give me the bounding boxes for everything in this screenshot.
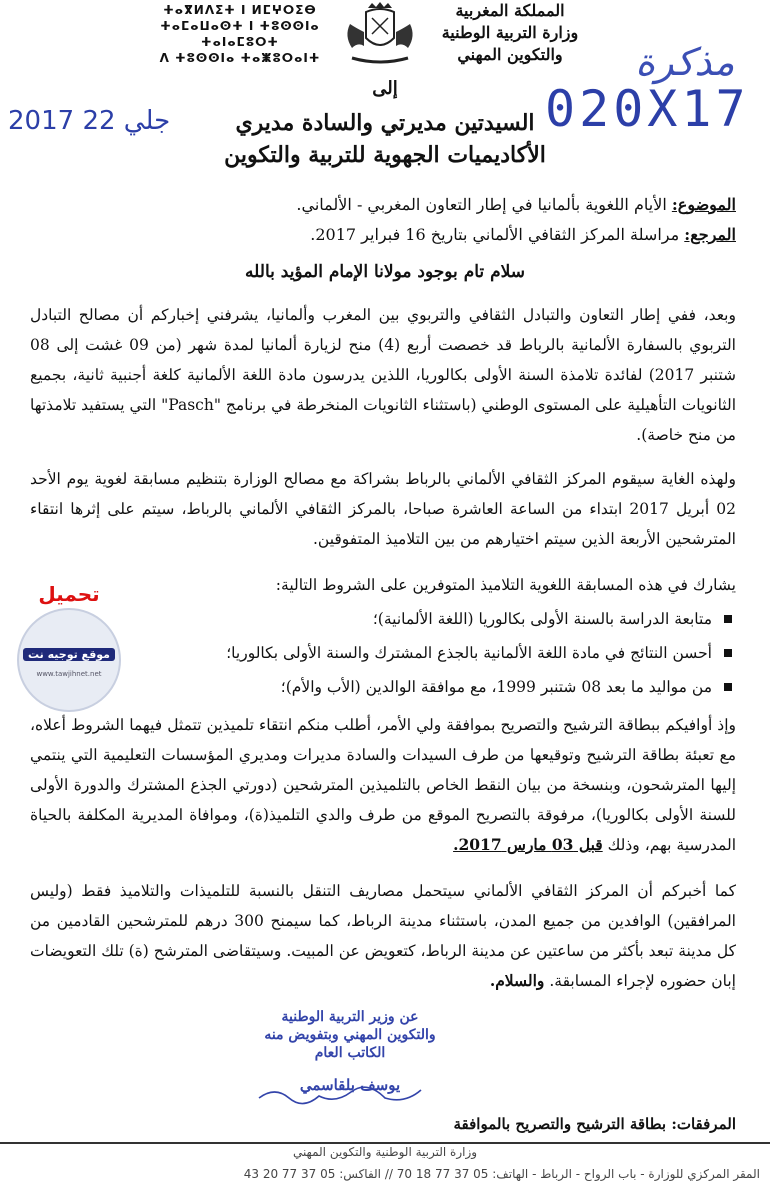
- attachments: المرفقات: بطاقة الترشيح والتصريح بالموافقة: [453, 1115, 736, 1133]
- subject-label: الموضوع:: [671, 195, 736, 214]
- recipient-line1: السيدتين مديرتي والسادة مديري: [235, 110, 535, 136]
- paragraph-expenses: [30, 876, 736, 996]
- memo-number: 020X17: [545, 80, 750, 138]
- paragraph-nomination: [30, 710, 736, 860]
- reference-label: المرجع:: [684, 225, 736, 244]
- greeting: سلام تام بوجود مولانا الإمام المؤيد بالله: [245, 262, 525, 282]
- signature-scribble-icon: [255, 1084, 425, 1106]
- watermark-site-url: www.tawjihnet.net: [36, 670, 102, 678]
- ministry-header: [420, 0, 600, 66]
- footer-ministry: وزارة التربية الوطنية والتكوين المهني: [292, 1145, 478, 1159]
- kingdom-emblem-icon: [338, 2, 422, 68]
- watermark-site-name: موقع توجيه نت: [23, 648, 115, 661]
- nomination-text: وإذ أوافيكم ببطاقة الترشيح والتصريح بموافقة ولي الأمر، أطلب منكم انتقاء تلميذين تتمثل فيهما الشروط أعلاه، مع تعبئة بطاقة الترشيح وتوقيعها من طرف السيدات والسادة مديرات ومديري المؤسسات التعليمية التي ينتمي إليها المترشحون، وبنسخة من بيان النقط الخاص بالتلميذين المترشحين (دورتي الجذع المشترك والدورة الأولى للسنة الأولى بكالوريا)، مرفوقة بالتصريح الموقع من طرف والدي التلميذ(ة)، وموافاة المديرية المكلفة بالحياة المدرسية بهم، وذلك: [30, 716, 736, 854]
- stamp-line: والتكوين المهني وبتفويض منه: [264, 1027, 436, 1043]
- ministry-line: وزارة التربية الوطنية: [441, 23, 579, 42]
- subject-line: [36, 192, 736, 218]
- download-label: تحميل: [38, 582, 100, 606]
- recipient-line2: الأكاديميات الجهوية للتربية والتكوين: [224, 142, 546, 168]
- stamp-line: عن وزير التربية الوطنية: [281, 1009, 419, 1025]
- reference-line: [36, 222, 736, 248]
- watermark-circle-icon: [17, 608, 121, 712]
- tifinagh-line: ⵜⴰⵎⴰⵡⴰⵙⵜ ⵏ ⵜⵓⵙⵙⵏⴰ ⵜⴰⵏⴰⵎⵓⵔⵜ: [160, 19, 320, 49]
- date-stamp: 2017 جلي 22: [8, 106, 171, 136]
- condition-item: متابعة الدراسة بالسنة الأولى بكالوريا (اللغة الألمانية)؛: [156, 602, 736, 636]
- reference-text: مراسلة المركز الثقافي الألماني بتاريخ 16 فبراير 2017.: [310, 225, 680, 244]
- signature-stamp: [215, 1008, 485, 1108]
- ministry-line: المملكة المغربية: [455, 1, 565, 20]
- paragraph-intro: وبعد، ففي إطار التعاون والتبادل الثقافي والتربوي بين المغرب وألمانيا، يشرفني إخباركم أن مصالح التبادل التربوي بالسفارة الألمانية بالرباط قد خصصت أربع (4) منح لزيارة ألمانيا لمدة شهر (من 09 غشت إلى 08 شتنبر 2017) لفائدة تلامذة السنة الأولى بكالوريا، اللذين يدرسون مادة اللغة الألمانية كلغة أجنبية ثانية، بجميع الثانويات التأهيلية على المستوى الوطني (باستثناء الثانويات المنخرطة في برنامج "Pasch" التي يستفيد تلامذتها من منح خاصة).: [30, 306, 736, 444]
- recipient-to: إلى: [372, 78, 398, 99]
- paragraph-competition: ولهذه الغاية سيقوم المركز الثقافي الألماني بالرباط بشراكة مع مصالح الوزارة بتنظيم مسابقة لغوية يوم الأحد 02 أبريل 2017 ابتداء من الساعة العاشرة صباحا، بالمركز الثقافي الألماني بالرباط، سيتم على إثرها انتقاء المترشحين الأربعة الذين سيتم اختيارهم من بين التلاميذ المتفوقين.: [30, 470, 736, 548]
- footer-divider: [0, 1142, 770, 1144]
- signer-name: يوسف بلقاسمي: [299, 1076, 401, 1094]
- condition-item: أحسن النتائج في مادة اللغة الألمانية بالجذع المشترك والسنة الأولى بكالوريا؛: [156, 636, 736, 670]
- ministry-line: والتكوين المهني: [457, 45, 563, 64]
- subject-text: الأيام اللغوية بألمانيا في إطار التعاون المغربي - الألماني.: [296, 195, 667, 214]
- tifinagh-header: [150, 2, 330, 66]
- condition-item: من مواليد ما بعد 08 شتنبر 1999، مع موافقة الوالدين (الأب والأم)؛: [156, 670, 736, 704]
- closing: والسلام.: [489, 971, 545, 990]
- tifinagh-line: ⵜⴰⴳⵍⴷⵉⵜ ⵏ ⵍⵎⵖⵔⵉⴱ: [163, 3, 317, 17]
- deadline: قبل 03 مارس 2017.: [453, 835, 603, 854]
- expenses-text: كما أخبركم أن المركز الثقافي الألماني سيتحمل مصاريف التنقل بالنسبة للتلميذات والتلاميذ فقط (وليس المرافقين) الوافدين من جميع المدن، باستثناء مدينة الرباط، كما سيمنح 300 درهم للمترشحين القادمين من كل مدينة تبعد بأكثر من ساعتين عن مدينة الرباط، كتعويض عن المبيت. وسيتقاضى المترشح (ة) تلك التعويضات إبان حضوره لإجراء المسابقة.: [30, 882, 736, 990]
- memo-word: مذكرة: [635, 40, 735, 84]
- footer-address: المقر المركزي للوزارة - باب الرواح - الرباط - الهاتف: 05 37 77 18 70 // الفاكس: 05 37 77 20 43: [243, 1167, 760, 1181]
- site-watermark: [10, 582, 128, 712]
- tifinagh-line: ⴷ ⵜⵓⵙⵙⵏⴰ ⵜⴰⵥⵓⵔⴰⵏⵜ: [159, 51, 321, 65]
- conditions-list: [156, 602, 736, 704]
- stamp-line: الكاتب العام: [314, 1045, 386, 1061]
- conditions-intro: يشارك في هذه المسابقة اللغوية التلاميذ المتوفرين على الشروط التالية:: [275, 576, 736, 594]
